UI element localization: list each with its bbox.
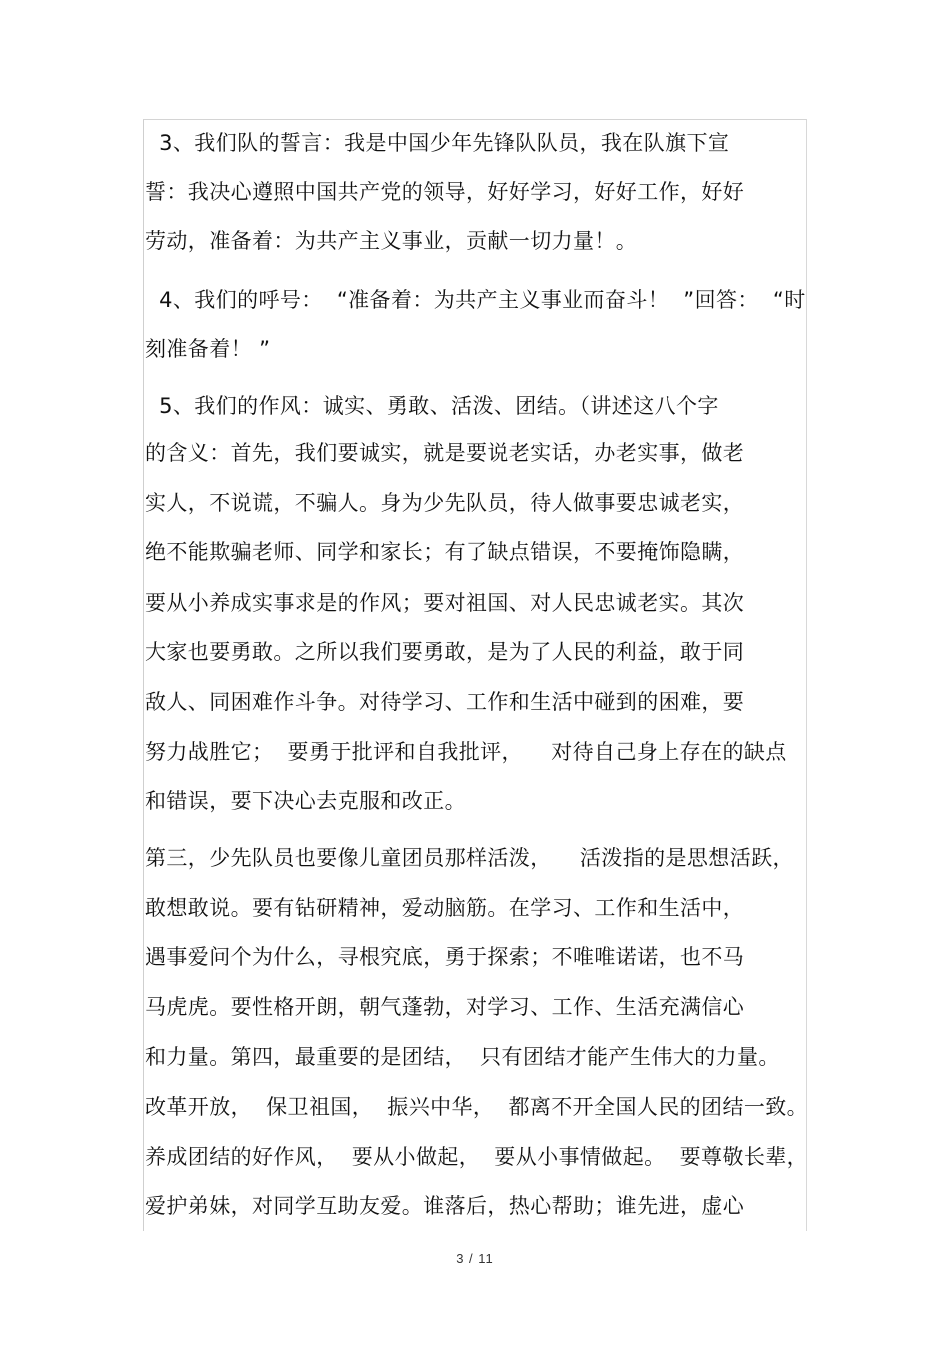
text-line: 实人，不说谎，不骗人。身为少先队员，待人做事要忠诚老实，: [145, 491, 745, 515]
text-line: 要从小养成实事求是的作风；要对祖国、对人民忠诚老实。其次: [145, 591, 745, 615]
text-line: 爱护弟妹，对同学互助友爱。谁落后，热心帮助；谁先进，虚心: [145, 1194, 745, 1218]
text-line: 大家也要勇敢。之所以我们要勇敢，是为了人民的利益，敢于同: [145, 640, 745, 664]
text-line: 和力量。第四，最重要的是团结， 只有团结才能产生伟大的力量。: [145, 1045, 780, 1069]
text-line: 和错误，要下决心去克服和改正。: [145, 789, 466, 813]
text-line: 3、我们队的誓言：我是中国少年先锋队队员，我在队旗下宣: [145, 131, 730, 155]
text-line: 4、我们的呼号： “准备着：为共产主义事业而奋斗！ ”回答： “时: [145, 288, 806, 312]
text-line: 劳动，准备着：为共产主义事业，贡献一切力量！。: [145, 229, 638, 253]
text-line: 养成团结的好作风， 要从小做起， 要从小事情做起。 要尊敬长辈，: [145, 1145, 809, 1169]
text-line: 敢想敢说。要有钻研精神，爱动脑筋。在学习、工作和生活中，: [145, 896, 745, 920]
text-line: 刻准备着！ ”: [145, 337, 271, 361]
text-line: 马虎虎。要性格开朗，朝气蓬勃，对学习、工作、生活充满信心: [145, 995, 745, 1019]
text-line: 5、我们的作风：诚实、勇敢、活泼、团结。（讲述这八个字: [145, 394, 719, 418]
text-line: 敌人、同困难作斗争。对待学习、工作和生活中碰到的困难，要: [145, 690, 745, 714]
text-line: 绝不能欺骗老师、同学和家长；有了缺点错误，不要掩饰隐瞒，: [145, 540, 745, 564]
text-line: 改革开放， 保卫祖国， 振兴中华， 都离不开全国人民的团结一致。: [145, 1095, 809, 1119]
text-line: 努力战胜它； 要勇于批评和自我批评， 对待自己身上存在的缺点: [145, 740, 787, 764]
text-line: 第三，少先队员也要像儿童团员那样活泼， 活泼指的是思想活跃，: [145, 846, 794, 870]
text-line: 誓：我决心遵照中国共产党的领导，好好学习，好好工作，好好: [145, 180, 745, 204]
text-line: 的含义：首先，我们要诚实，就是要说老实话，办老实事，做老: [145, 441, 745, 465]
page-number: 3 / 11: [456, 1251, 494, 1266]
text-line: 遇事爱问个为什么，寻根究底，勇于探索；不唯唯诺诺，也不马: [145, 945, 745, 969]
